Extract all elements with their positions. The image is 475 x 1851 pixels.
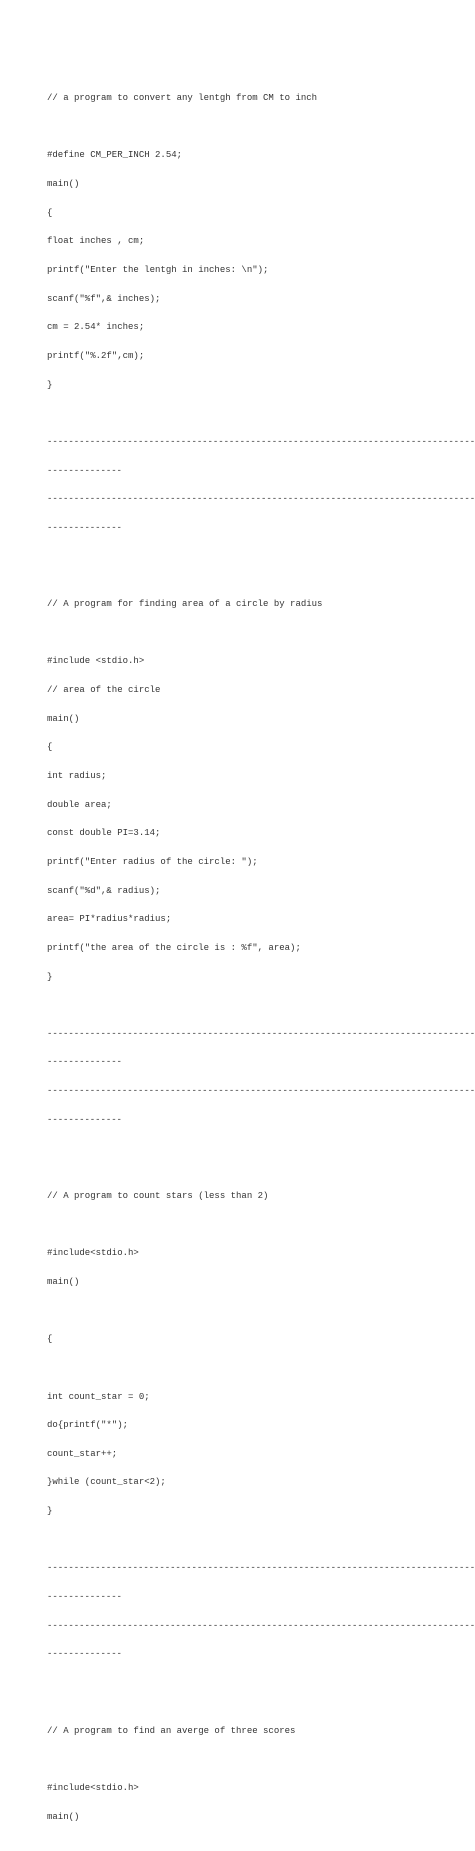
code-line: main(): [47, 179, 80, 190]
code-line: scanf("%f",& inches);: [47, 293, 161, 304]
code-line: main(): [47, 713, 80, 724]
separator: --------------: [47, 1592, 122, 1603]
section-2-comment: // A program for finding area of a circle by radius: [47, 599, 323, 610]
separator: --------------------------------------------------------------------------------: [47, 1086, 475, 1097]
blank-line: [47, 1755, 437, 1765]
separator: --------------------------------------------------------------------------------: [47, 1563, 475, 1574]
code-listing: [47, 56, 475, 1851]
separator: --------------------------------------------------------------------------------: [47, 494, 475, 505]
code-line: {: [47, 742, 53, 753]
code-line: #include<stdio.h>: [47, 1248, 139, 1259]
code-line: float inches , cm;: [47, 236, 145, 247]
code-line: printf("Enter radius of the circle: ");: [47, 856, 258, 867]
code-line: printf("the area of the circle is : %f", area);: [47, 942, 301, 953]
blank-line: [47, 123, 437, 133]
blank-line: [47, 1536, 437, 1546]
separator: --------------: [47, 465, 122, 476]
code-line: #include<stdio.h>: [47, 1782, 139, 1793]
code-line: #include <stdio.h>: [47, 656, 145, 667]
separator: --------------: [47, 1114, 122, 1125]
code-line: printf("%.2f",cm);: [47, 350, 145, 361]
separator: --------------------------------------------------------------------------------: [47, 1028, 475, 1039]
blank-line: [47, 409, 437, 419]
separator: --------------: [47, 1057, 122, 1068]
code-line: {: [47, 207, 53, 218]
code-line: }: [47, 971, 53, 982]
code-line: }: [47, 379, 53, 390]
separator: --------------------------------------------------------------------------------: [47, 436, 475, 447]
section-4-comment: // A program to find an averge of three scores: [47, 1725, 296, 1736]
code-line: do{printf("*");: [47, 1420, 129, 1431]
section-3-comment: // A program to count stars (less than 2): [47, 1191, 269, 1202]
code-line: scanf("%d",& radius);: [47, 885, 161, 896]
separator: --------------: [47, 522, 122, 533]
code-line: [47, 1364, 437, 1374]
blank-line: [47, 1221, 437, 1231]
blank-line: [47, 1144, 437, 1154]
code-line: {: [47, 1334, 53, 1345]
blank-line: [47, 629, 437, 639]
separator: --------------: [47, 1649, 122, 1660]
code-line: area= PI*radius*radius;: [47, 914, 172, 925]
code-line: // area of the circle: [47, 685, 161, 696]
separator: --------------------------------------------------------------------------------: [47, 1620, 475, 1631]
code-line: [47, 1307, 437, 1317]
code-line: main(): [47, 1811, 80, 1822]
blank-line: [47, 1679, 437, 1689]
code-line: int radius;: [47, 771, 107, 782]
code-line: }while (count_star<2);: [47, 1477, 166, 1488]
code-line: int count_star = 0;: [47, 1391, 150, 1402]
code-line: const double PI=3.14;: [47, 828, 161, 839]
code-line: count_star++;: [47, 1448, 118, 1459]
code-line: printf("Enter the lentgh in inches: \n");: [47, 265, 269, 276]
code-line: double area;: [47, 799, 112, 810]
code-line: main(): [47, 1277, 80, 1287]
blank-line: [47, 1001, 437, 1011]
blank-line: [47, 552, 437, 562]
code-line: cm = 2.54* inches;: [47, 322, 145, 333]
code-line: }: [47, 1506, 53, 1517]
code-line: #define CM_PER_INCH 2.54;: [47, 150, 183, 161]
section-1-comment: // a program to convert any lentgh from CM to inch: [47, 93, 318, 104]
